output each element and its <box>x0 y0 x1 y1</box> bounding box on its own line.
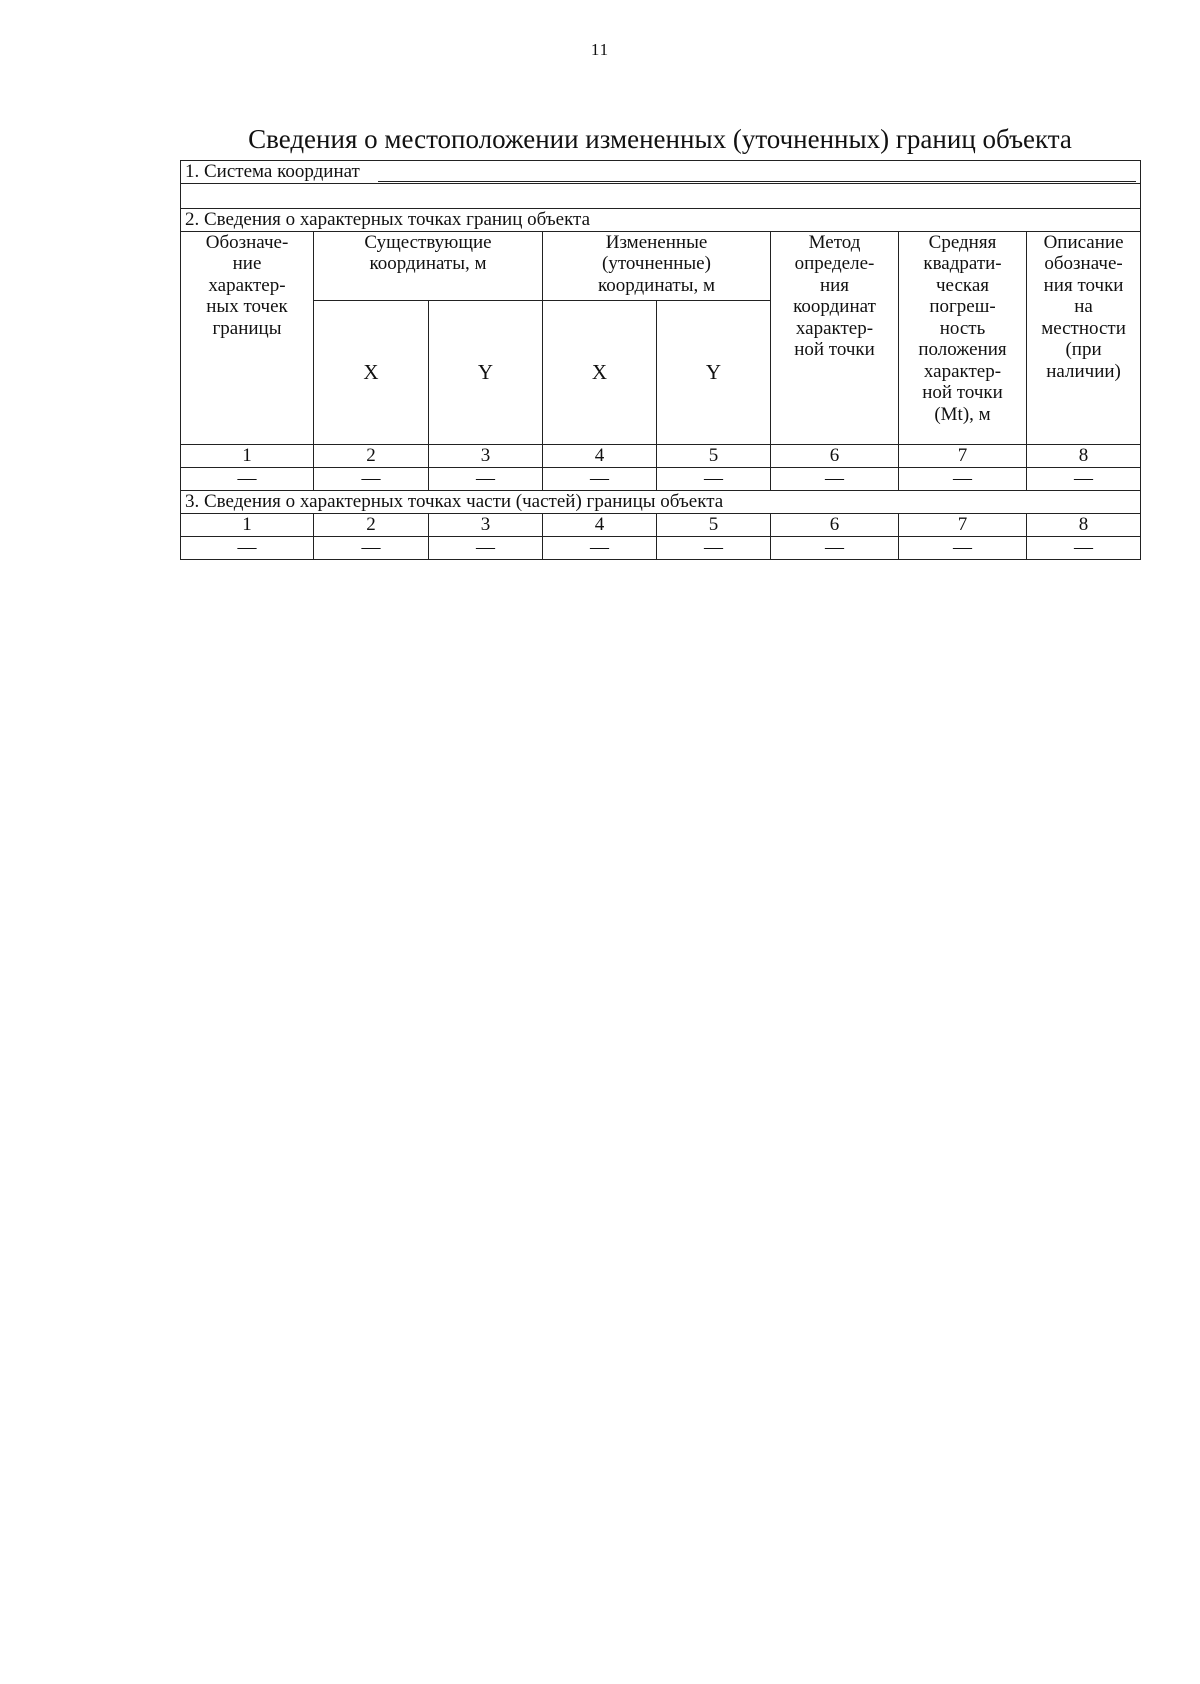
header-method <box>771 232 899 445</box>
header-line: координат <box>793 296 876 318</box>
column-number: 7 <box>899 514 1027 537</box>
column-number: 3 <box>429 445 543 468</box>
empty-cell: — <box>314 537 429 560</box>
header-changed-y: Y <box>657 301 771 445</box>
header-line: Описание <box>1043 232 1124 253</box>
header-line: ных точек <box>206 296 288 318</box>
column-number: 3 <box>429 514 543 537</box>
empty-cell: — <box>657 537 771 560</box>
empty-cell: — <box>1027 537 1141 560</box>
header-line: ной точки <box>794 339 875 361</box>
coordinate-system-label: 1. Система координат <box>185 161 360 182</box>
blank-cell <box>181 184 1141 209</box>
header-line: (при <box>1065 339 1102 361</box>
header-line: Средняя <box>928 232 997 253</box>
empty-cell: — <box>771 537 899 560</box>
header-existing-x: X <box>314 301 429 445</box>
header-line: положения <box>918 339 1007 361</box>
header-point-designation <box>181 232 314 445</box>
header-line: ной точки <box>922 382 1003 404</box>
section-2-heading: 2. Сведения о характерных точках границ объекта <box>181 209 1141 232</box>
header-changed-x: X <box>543 301 657 445</box>
column-number: 8 <box>1027 445 1141 468</box>
header-line: Обозначе- <box>205 232 289 253</box>
header-line: обозначе- <box>1044 253 1123 275</box>
section-3-number-row <box>181 514 1141 537</box>
header-line: координаты, м <box>597 274 716 296</box>
header-existing-y: Y <box>429 301 543 445</box>
section-3-row <box>181 491 1141 514</box>
header-line: Измененные <box>605 232 708 253</box>
column-number: 1 <box>181 445 314 468</box>
header-line: границы <box>212 317 282 339</box>
empty-cell: — <box>314 468 429 491</box>
section-3-empty-row <box>181 537 1141 560</box>
header-line: (уточненные) <box>602 253 711 275</box>
header-line: координаты, м <box>369 253 487 275</box>
coordinate-system-cell <box>181 161 1141 184</box>
column-number: 4 <box>543 445 657 468</box>
header-line: ния точки <box>1043 274 1124 296</box>
column-number: 5 <box>657 514 771 537</box>
document-title: Сведения о местоположении измененных (уточненных) границ объекта <box>248 124 1072 154</box>
header-line: определе- <box>794 253 875 275</box>
boundary-table <box>180 160 1141 560</box>
column-number: 6 <box>771 514 899 537</box>
empty-cell: — <box>899 468 1027 491</box>
header-row-1 <box>181 232 1141 301</box>
header-line: ния <box>819 274 850 296</box>
empty-cell: — <box>771 468 899 491</box>
column-number: 8 <box>1027 514 1141 537</box>
header-line: квадрати- <box>923 253 1002 275</box>
empty-cell: — <box>429 468 543 491</box>
header-line: местности <box>1041 317 1126 339</box>
empty-cell: — <box>543 468 657 491</box>
section-3-heading: 3. Сведения о характерных точках части (частей) границы объекта <box>181 491 1141 514</box>
column-number: 2 <box>314 445 429 468</box>
header-line: ческая <box>935 274 989 296</box>
header-line: наличии) <box>1046 360 1121 382</box>
section-2-row <box>181 209 1141 232</box>
header-existing-coords <box>314 232 543 301</box>
column-number: 5 <box>657 445 771 468</box>
header-line: характер- <box>923 360 1002 382</box>
column-number: 6 <box>771 445 899 468</box>
column-number: 1 <box>181 514 314 537</box>
empty-cell: — <box>1027 468 1141 491</box>
header-line: на <box>1074 296 1093 318</box>
coordinate-system-row <box>181 161 1141 184</box>
header-description <box>1027 232 1141 445</box>
header-line: Метод <box>808 232 861 253</box>
header-changed-coords <box>543 232 771 301</box>
section-2-number-row <box>181 445 1141 468</box>
empty-cell: — <box>543 537 657 560</box>
header-line: ность <box>939 317 986 339</box>
empty-cell: — <box>657 468 771 491</box>
header-mean-error <box>899 232 1027 445</box>
header-line: (Mt), м <box>934 403 991 425</box>
column-number: 4 <box>543 514 657 537</box>
column-number: 2 <box>314 514 429 537</box>
section-2-empty-row <box>181 468 1141 491</box>
header-line: характер- <box>208 274 286 296</box>
header-line: ние <box>232 253 262 275</box>
empty-cell: — <box>181 537 314 560</box>
empty-cell: — <box>429 537 543 560</box>
header-line: характер- <box>795 317 874 339</box>
column-number: 7 <box>899 445 1027 468</box>
header-line: погреш- <box>929 296 996 318</box>
header-line: Существующие <box>364 232 492 253</box>
coordinate-system-fill-line <box>378 163 1136 182</box>
empty-cell: — <box>181 468 314 491</box>
page-number: 11 <box>590 40 610 59</box>
empty-cell: — <box>899 537 1027 560</box>
coordinate-system-blank-row <box>181 184 1141 209</box>
